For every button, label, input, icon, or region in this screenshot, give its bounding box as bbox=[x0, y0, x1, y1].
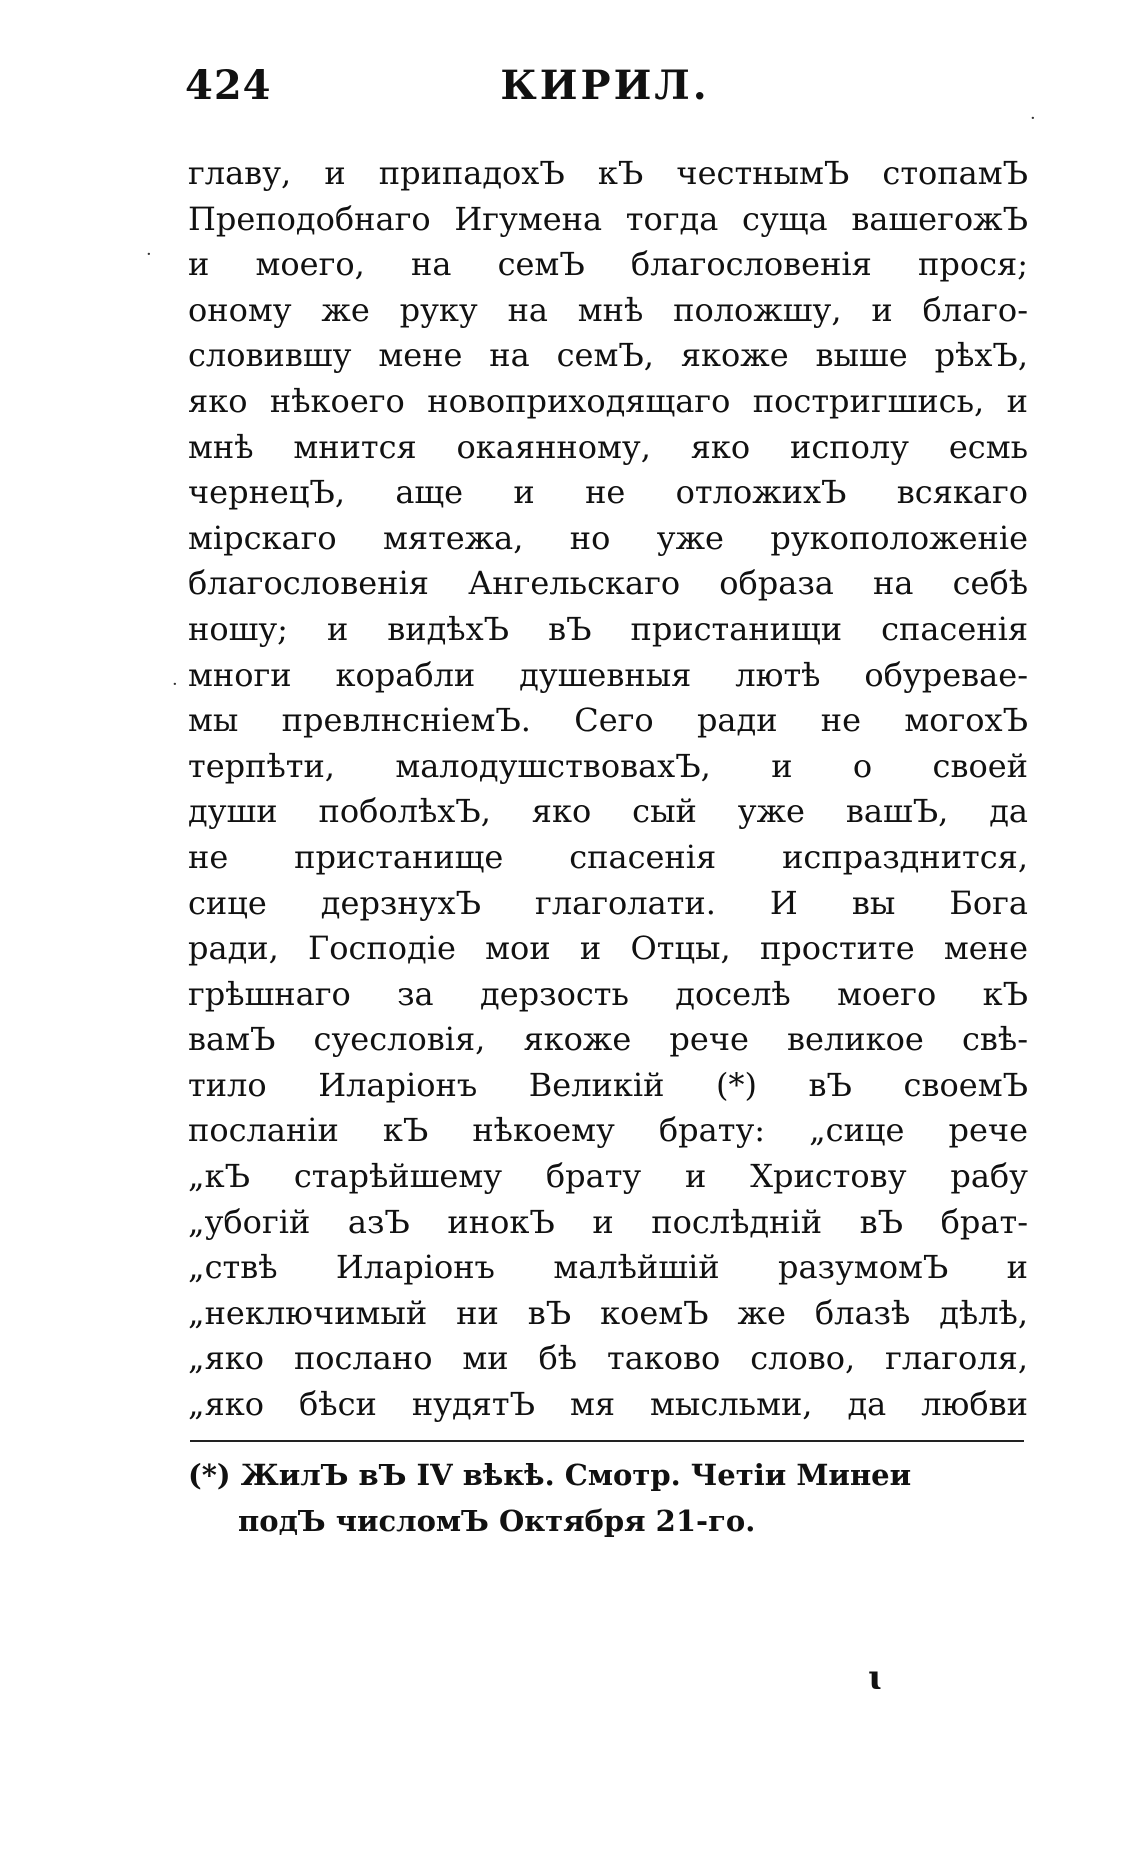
text-line: грѣшнаго за дерзость доселѣ моего кЪ bbox=[188, 974, 1028, 1013]
text-line: словившу мене на семЪ, якоже выше рѣхЪ, bbox=[188, 336, 1028, 375]
page-header bbox=[185, 62, 1025, 122]
page-number: 424 bbox=[185, 62, 272, 109]
text-line: „кЪ старѣйшему брату и Христову рабу bbox=[188, 1157, 1028, 1196]
footnote-line: подЪ числомЪ Октября 21-го. bbox=[238, 1504, 756, 1538]
text-line: сице дерзнухЪ глаголати. И вы Бога bbox=[188, 883, 1028, 922]
body-text bbox=[188, 151, 1028, 1428]
text-line: не пристанище спасенія испразднится, bbox=[188, 837, 1028, 876]
text-line: „убогій азЪ инокЪ и послѣдній вЪ брат- bbox=[188, 1202, 1028, 1241]
text-line: „яко послано ми бѣ таково слово, глаголя, bbox=[188, 1339, 1028, 1378]
text-line: мірскаго мятежа, но уже рукоположеніе bbox=[188, 518, 1028, 557]
text-line: тило Иларіонъ Великій (*) вЪ своемЪ bbox=[188, 1065, 1028, 1104]
text-line: Преподобнаго Игумена тогда суща вашегожЪ bbox=[188, 199, 1028, 238]
text-line: ради, Господіе мои и Отцы, простите мене bbox=[188, 929, 1028, 968]
text-line: яко нѣкоего новоприходящаго постригшись, и bbox=[188, 381, 1028, 420]
text-line: главу, и припадохЪ кЪ честнымЪ стопамЪ bbox=[188, 154, 1028, 192]
text-line: души поболѣхЪ, яко сый уже вашЪ, да bbox=[188, 792, 1028, 831]
text-line: мнѣ мнится окаянному, яко исполу есмь bbox=[188, 427, 1028, 466]
margin-speck: · bbox=[172, 674, 178, 695]
text-line: „неключимый ни вЪ коемЪ же блазѣ дѣлѣ, bbox=[188, 1293, 1028, 1332]
text-line: „яко бѣси нудятЪ мя мысльми, да любви bbox=[188, 1385, 1028, 1424]
bottom-mark: ɩ bbox=[868, 1658, 881, 1698]
footnote bbox=[188, 1452, 1028, 1544]
text-line: оному же руку на мнѣ положшу, и благо- bbox=[188, 290, 1028, 329]
text-line: ношу; и видѣхЪ вЪ пристанищи спасенія bbox=[188, 609, 1028, 648]
text-line: благословенія Ангельскаго образа на себѣ bbox=[188, 564, 1028, 603]
running-head: КИРИЛ. bbox=[500, 62, 710, 109]
text-line: „ствѣ Иларіонъ малѣйшій разумомЪ и bbox=[188, 1248, 1028, 1287]
text-line: мы превлнсніемЪ. Сего ради не могохЪ bbox=[188, 701, 1028, 740]
text-line: многи корабли душевныя лютѣ обуреваe- bbox=[188, 655, 1028, 694]
text-line: и моего, на семЪ благословенія прося; bbox=[188, 245, 1028, 284]
text-line: чернецЪ, аще и не отложихЪ всякаго bbox=[188, 473, 1028, 512]
margin-speck: · bbox=[146, 244, 152, 265]
margin-speck: · bbox=[1030, 108, 1036, 129]
footnote-divider bbox=[190, 1440, 1024, 1442]
text-line: посланіи кЪ нѣкоему брату: „сице рече bbox=[188, 1111, 1028, 1150]
text-line: вамЪ суесловія, якоже рече великое свѣ- bbox=[188, 1020, 1028, 1059]
footnote-line: (*) ЖилЪ вЪ IV вѣкѣ. Смотр. Четіи Минеи bbox=[188, 1458, 912, 1492]
text-line: терпѣти, малодушствовахЪ, и о своей bbox=[188, 746, 1028, 785]
